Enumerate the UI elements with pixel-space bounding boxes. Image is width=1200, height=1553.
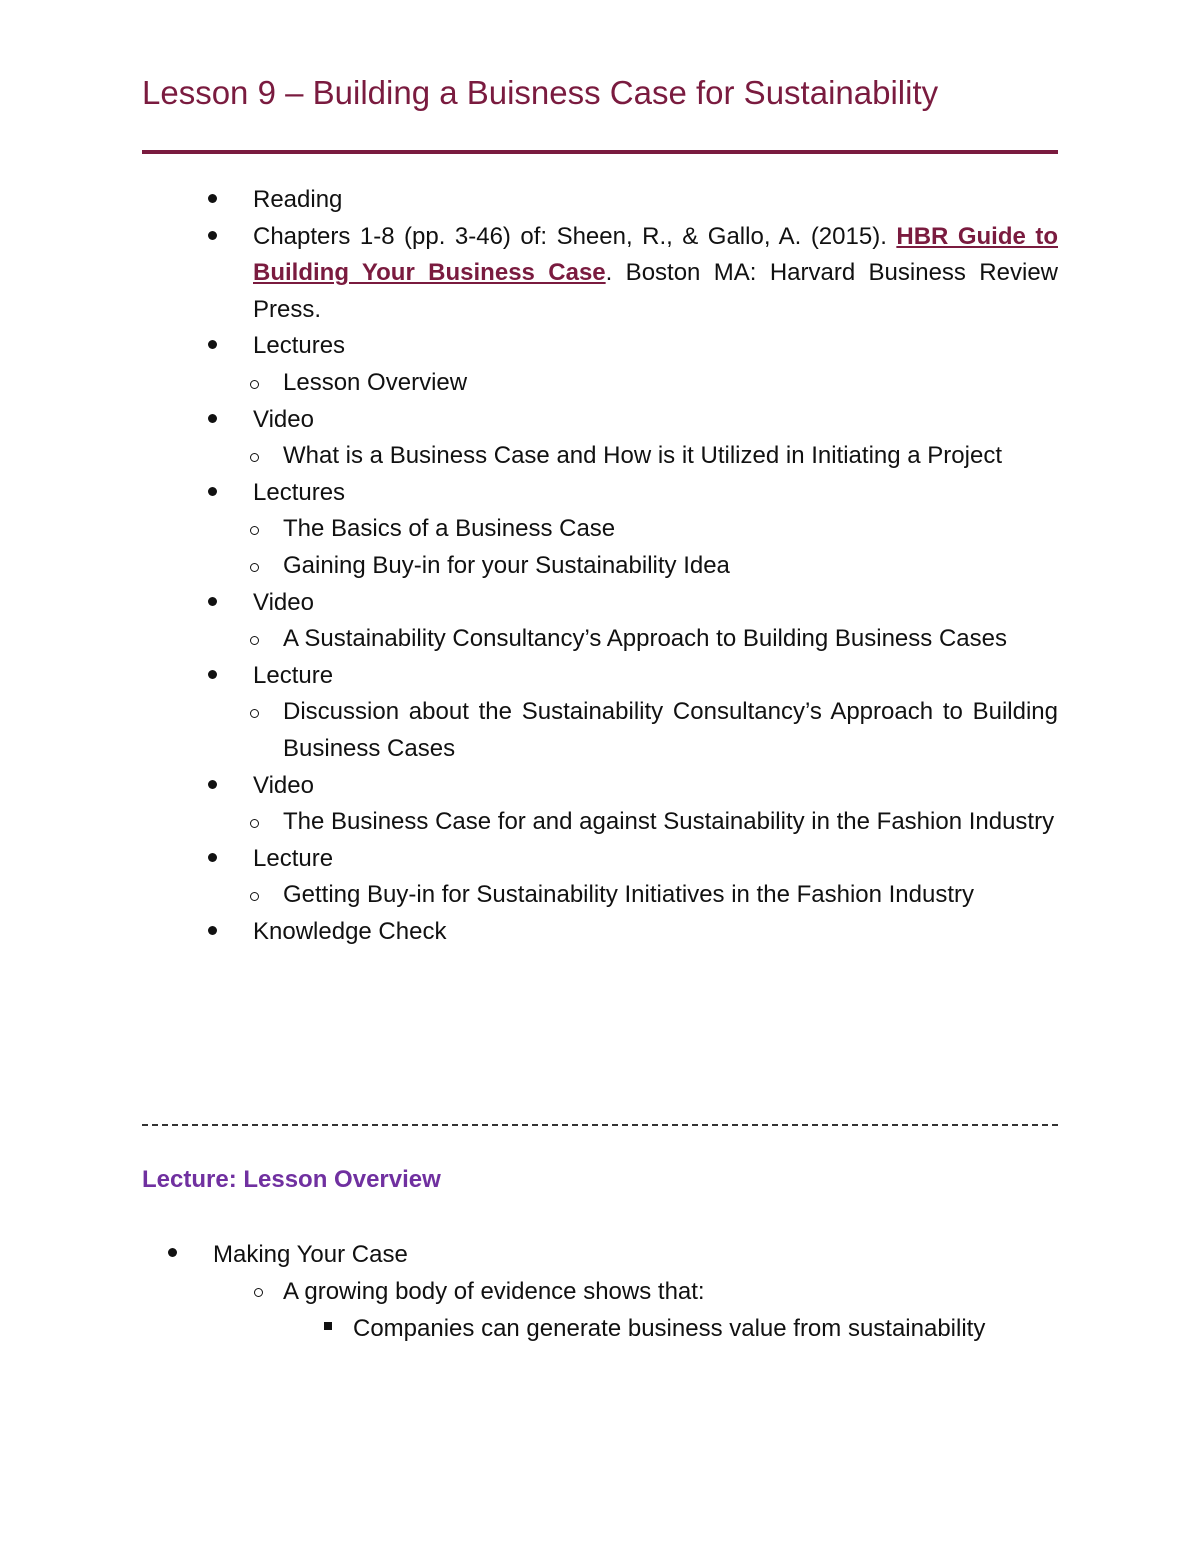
sub-list-item (208, 365, 1058, 402)
bullet-icon (208, 597, 217, 606)
overview-list (168, 1236, 1068, 1347)
list-item-label: Video (253, 771, 314, 799)
list-item-label: Reading (253, 186, 343, 213)
circle-bullet-icon (250, 892, 259, 901)
list-item-label: Lecture (253, 844, 334, 872)
sub-list-item-label: Getting Buy-in for Sustainability Initiatives in the Fashion Industry (283, 881, 975, 909)
list-item (168, 1236, 1068, 1273)
sub-list-item-label: Discussion about the Sustainability Consultancy’s Approach to Building Business Cases (283, 698, 1058, 762)
sub-list-item (208, 621, 1058, 658)
bullet-icon (208, 853, 217, 862)
sub-list (208, 511, 1058, 584)
list-item (208, 475, 1058, 512)
bullet-icon (168, 1248, 177, 1257)
list-item (208, 585, 1058, 622)
list-item-citation (208, 219, 1058, 329)
list-item-label: Video (253, 588, 314, 616)
sub-list-item-label: The Business Case for and against Sustainability in the Fashion Industry (283, 808, 1055, 836)
list-item-label: Video (253, 405, 314, 433)
bullet-icon (208, 194, 217, 203)
hbr-guide-link[interactable]: HBR Guide to Building Your Business Case (253, 222, 1058, 287)
sub-list (208, 877, 1058, 914)
list-item (208, 182, 1058, 219)
list-item-label: Lectures (253, 332, 346, 360)
sub-list-item (208, 438, 1058, 475)
bullet-icon (208, 670, 217, 679)
list-item-label: Lectures (253, 478, 346, 506)
list-item (208, 841, 1058, 878)
bullet-icon (208, 414, 217, 423)
circle-bullet-icon (250, 563, 259, 572)
sub-list-item (208, 694, 1058, 767)
square-bullet-icon (324, 1322, 332, 1330)
bullet-icon (208, 780, 217, 789)
bullet-icon (208, 340, 217, 349)
sub-list (208, 438, 1058, 475)
list-item (208, 658, 1058, 695)
circle-bullet-icon (250, 636, 259, 645)
list-item-label: Knowledge Check (253, 917, 447, 945)
citation-prefix: Chapters 1-8 (pp. 3-46) of: Sheen, R., & Gallo, A. (2015). (253, 222, 897, 250)
sub-list-item (208, 511, 1058, 548)
citation-suffix: . Boston MA: Harvard Business Review Press. (253, 259, 1058, 323)
circle-bullet-icon (254, 1288, 263, 1297)
circle-bullet-icon (250, 453, 259, 462)
list-item-label: Lecture (253, 661, 334, 689)
list-item (208, 328, 1058, 365)
sub-list-item (208, 548, 1058, 585)
list-item-label: Making Your Case (213, 1241, 408, 1268)
list-item (208, 914, 1058, 951)
sub-list-item-label: A growing body of evidence shows that: (283, 1278, 705, 1305)
list-item (208, 402, 1058, 439)
reading-list (208, 182, 1058, 950)
sub-list-item-label: Lesson Overview (283, 368, 468, 396)
sub-list-item (208, 877, 1058, 914)
sub-list-item-label: Gaining Buy-in for your Sustainability Idea (283, 551, 730, 579)
sub-list-item (208, 804, 1058, 841)
sub-list (208, 694, 1058, 767)
sub-list (208, 804, 1058, 841)
circle-bullet-icon (250, 526, 259, 535)
circle-bullet-icon (250, 819, 259, 828)
sub-list-item (168, 1273, 1068, 1310)
title-rule (142, 150, 1058, 154)
circle-bullet-icon (250, 709, 259, 718)
list-item (208, 768, 1058, 805)
sub-list (208, 365, 1058, 402)
bullet-icon (208, 926, 217, 935)
sub-list-item-label: A Sustainability Consultancy’s Approach to Building Business Cases (283, 625, 1007, 653)
circle-bullet-icon (250, 380, 259, 389)
section-heading: Lecture: Lesson Overview (142, 1166, 441, 1193)
bullet-icon (208, 231, 217, 240)
section-divider (142, 1124, 1058, 1126)
sub-list (208, 621, 1058, 658)
sub-list-item-label: The Basics of a Business Case (283, 515, 616, 543)
sub-sub-list-item-label: Companies can generate business value from sustainability (353, 1315, 986, 1342)
sub-list-item-label: What is a Business Case and How is it Utilized in Initiating a Project (283, 442, 1002, 470)
page-title: Lesson 9 – Building a Buisness Case for Sustainability (142, 74, 939, 111)
bullet-icon (208, 487, 217, 496)
sub-sub-list-item (168, 1310, 1068, 1347)
